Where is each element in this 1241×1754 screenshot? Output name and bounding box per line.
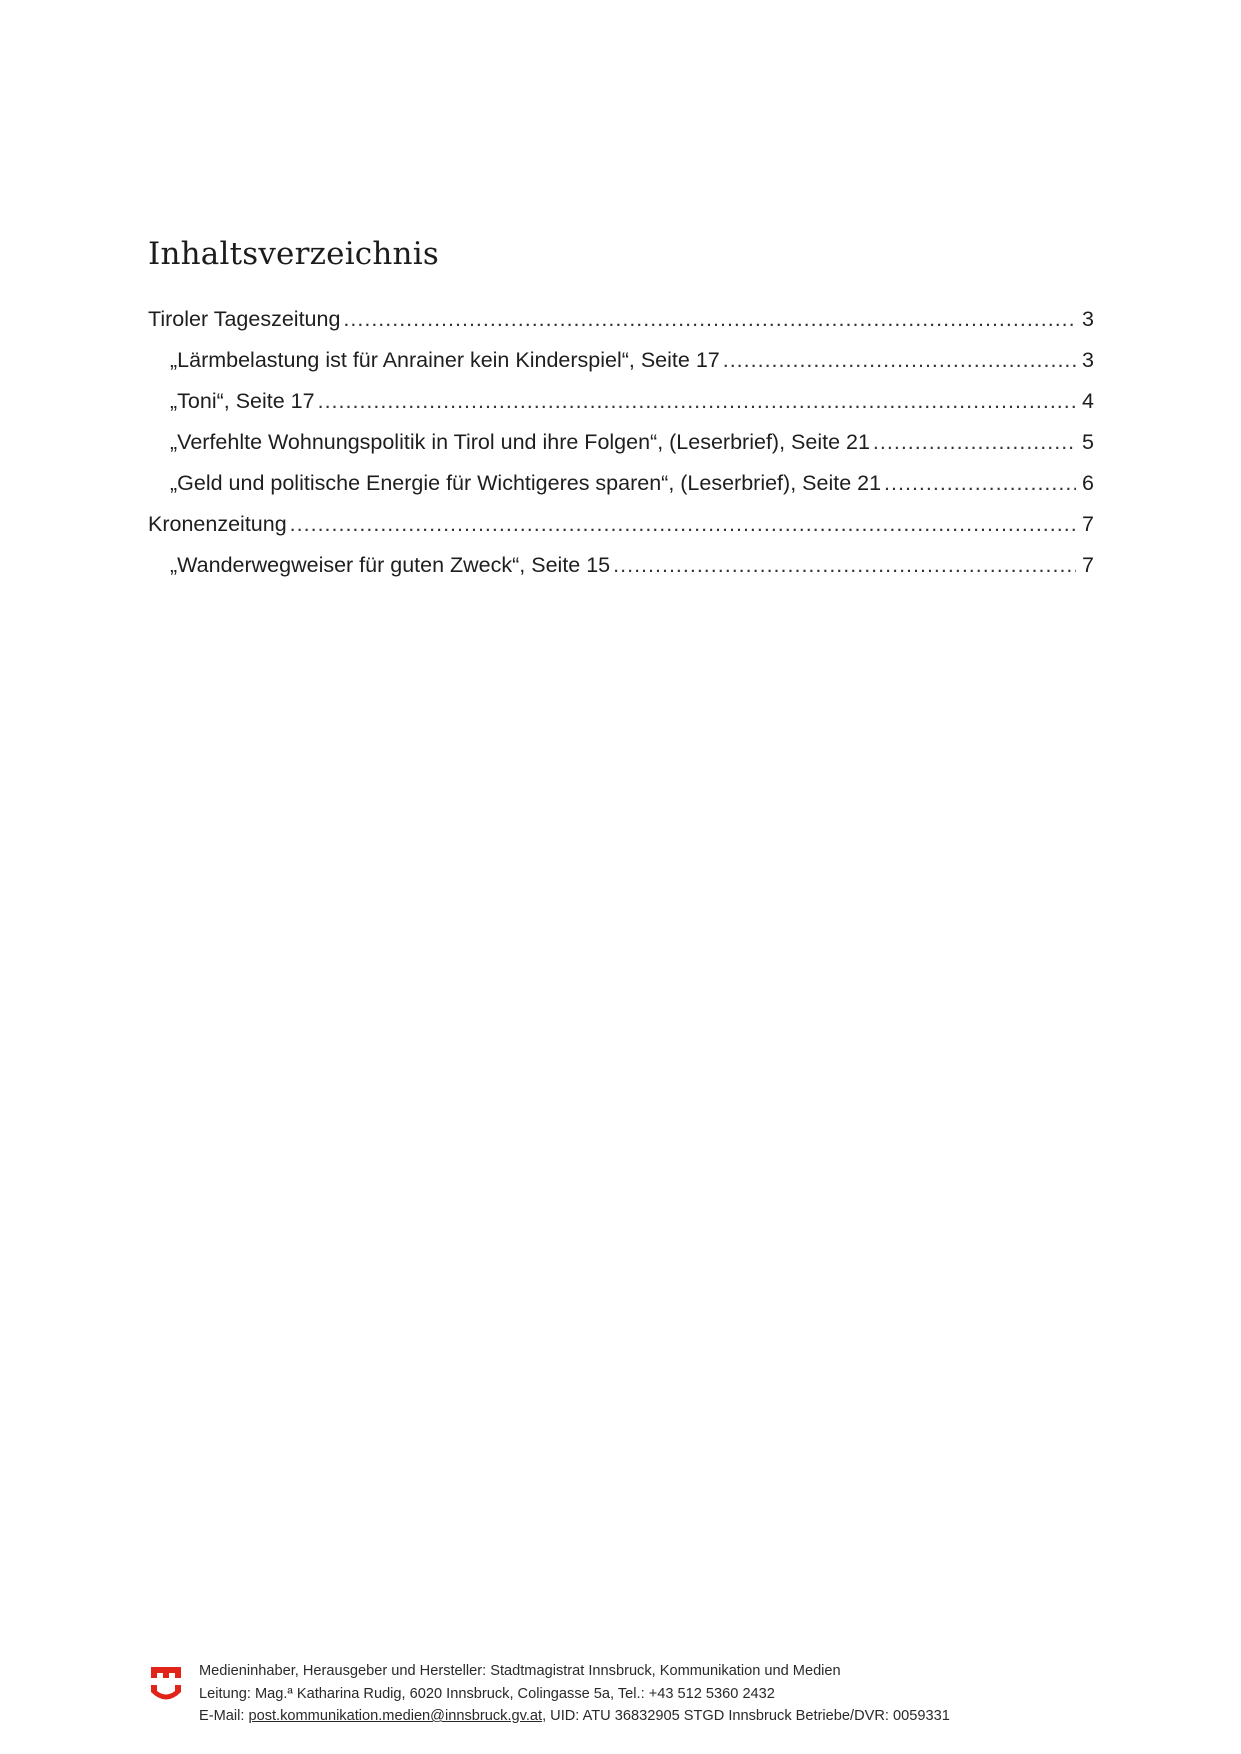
toc-entry-title: „Geld und politische Energie für Wichtigeres sparen“, (Leserbrief), Seite 21 <box>170 471 882 495</box>
toc-entry-title: „Wanderwegweiser für guten Zweck“, Seite 15 <box>170 553 611 577</box>
dot-leader <box>723 348 1076 373</box>
toc-entry[interactable] <box>148 389 1094 430</box>
toc-entry-page: 3 <box>1082 307 1094 331</box>
toc-entry-page: 5 <box>1082 430 1094 454</box>
dot-leader <box>613 553 1076 578</box>
toc-entry[interactable] <box>148 512 1094 553</box>
toc-entry[interactable] <box>148 471 1094 512</box>
toc-heading: Inhaltsverzeichnis <box>148 236 439 272</box>
email-link[interactable]: post.kommunikation.medien@innsbruck.gv.at <box>248 1708 543 1724</box>
toc-entry-page: 4 <box>1082 389 1094 413</box>
toc-entry[interactable] <box>148 307 1094 348</box>
toc-entry-title: „Verfehlte Wohnungspolitik in Tirol und ihre Folgen“, (Leserbrief), Seite 21 <box>170 430 870 454</box>
innsbruck-logo-icon <box>150 1665 182 1705</box>
toc-entry[interactable] <box>148 553 1094 594</box>
dot-leader <box>873 430 1076 455</box>
footer-line-contact <box>199 1705 950 1728</box>
dot-leader <box>884 471 1076 496</box>
toc-entry-page: 7 <box>1082 512 1094 536</box>
logo-lower-shape <box>151 1685 181 1700</box>
toc-entry-title: „Toni“, Seite 17 <box>170 389 315 413</box>
footer-imprint <box>199 1660 950 1728</box>
toc-entry-page: 7 <box>1082 553 1094 577</box>
toc-entry-title: Tiroler Tageszeitung <box>148 307 341 331</box>
dot-leader <box>343 307 1076 332</box>
table-of-contents <box>148 307 1094 594</box>
footer-line-management: Leitung: Mag.ª Katharina Rudig, 6020 Innsbruck, Colingasse 5a, Tel.: +43 512 5360 2432 <box>199 1685 775 1702</box>
toc-entry-title: „Lärmbelastung ist für Anrainer kein Kinderspiel“, Seite 17 <box>170 348 720 372</box>
footer-line-publisher: Medieninhaber, Herausgeber und Hersteller: Stadtmagistrat Innsbruck, Kommunikation und Medien <box>199 1663 841 1679</box>
toc-entry[interactable] <box>148 430 1094 471</box>
email-label: E-Mail: <box>199 1708 249 1724</box>
dot-leader <box>318 389 1076 414</box>
toc-entry-page: 6 <box>1082 471 1094 495</box>
toc-entry-page: 3 <box>1082 348 1094 372</box>
toc-entry[interactable] <box>148 348 1094 389</box>
registration-info: , UID: ATU 36832905 STGD Innsbruck Betriebe/DVR: 0059331 <box>542 1708 950 1724</box>
toc-entry-title: Kronenzeitung <box>148 512 287 536</box>
page-footer <box>150 1660 1090 1728</box>
logo-upper-shape <box>151 1667 181 1678</box>
dot-leader <box>290 512 1076 537</box>
